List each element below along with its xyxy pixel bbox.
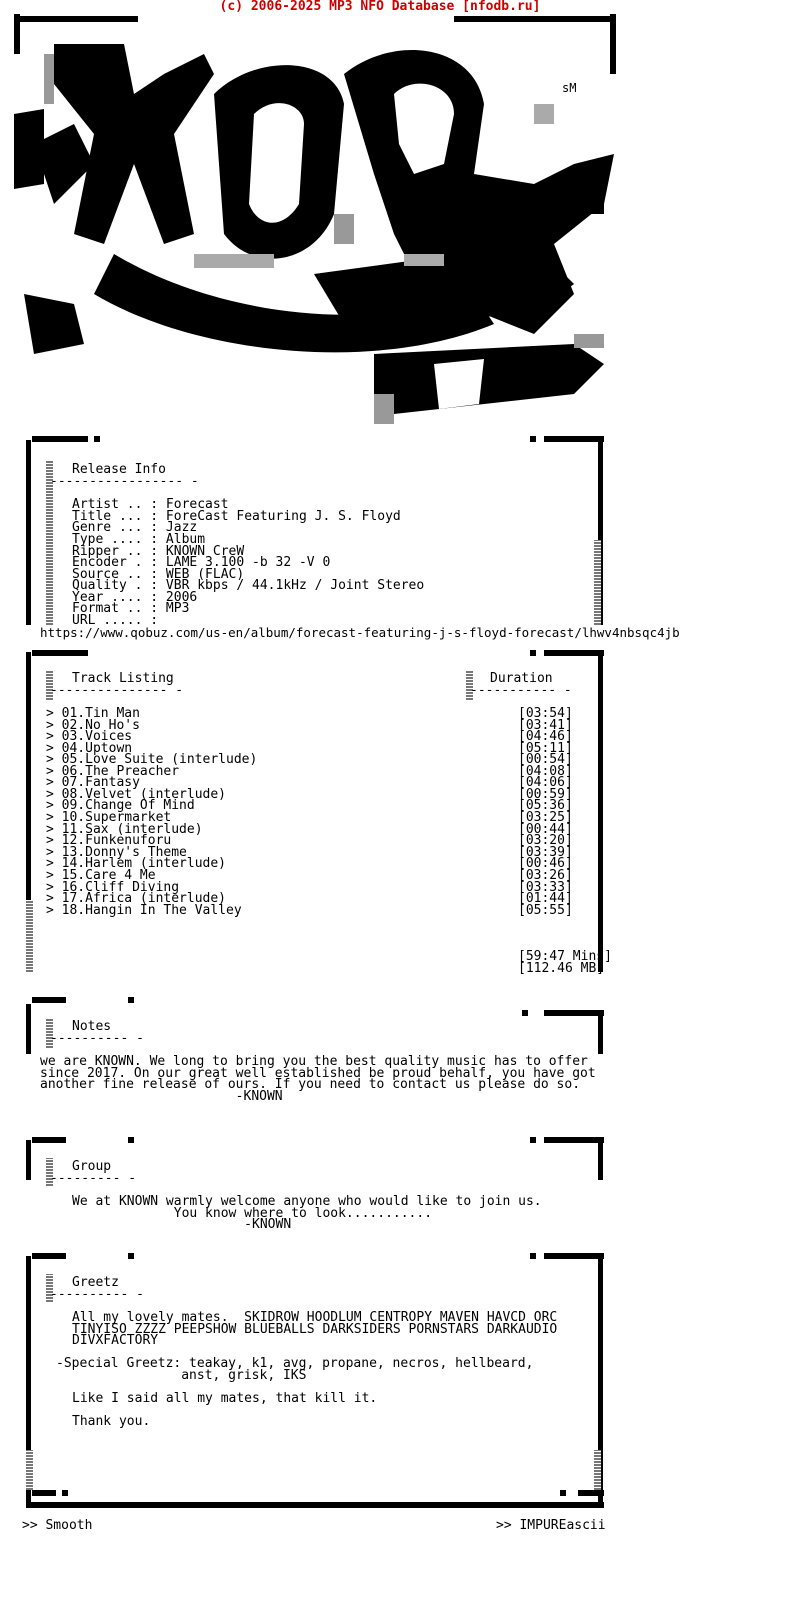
track-row: > 09.Change Of Mind bbox=[46, 798, 195, 813]
frame-left bbox=[26, 1140, 31, 1180]
total-size: [112.46 MB] bbox=[518, 961, 605, 976]
frame-right bbox=[598, 652, 603, 972]
track-row: > 16.Cliff Diving bbox=[46, 880, 180, 895]
track-listing-title: Track Listing bbox=[72, 671, 174, 686]
ascii-logo bbox=[14, 14, 624, 438]
shade-bar bbox=[594, 540, 601, 625]
logo-art bbox=[14, 14, 624, 434]
field-label: Quality . : bbox=[72, 578, 159, 593]
track-duration: [05:11] bbox=[518, 741, 573, 756]
track-row: > 17.Africa (interlude) bbox=[46, 891, 227, 906]
frame-bar bbox=[560, 1490, 566, 1496]
release-url-link[interactable]: https://www.qobuz.com/us-en/album/forecast-featuring-j-s-floyd-forecast/lhwv4nbsqc4jb bbox=[40, 625, 680, 640]
field-label: Artist .. : bbox=[72, 497, 159, 512]
field-value: Jazz bbox=[165, 520, 198, 535]
notes-line: another fine release of ours. If you need to contact us please do so. bbox=[40, 1077, 581, 1092]
frame-bar bbox=[530, 1253, 536, 1259]
duration-underline: ----------- - bbox=[470, 683, 572, 698]
greetz-line: DIVXFACTORY bbox=[72, 1333, 159, 1348]
frame-bottom bbox=[26, 1502, 604, 1508]
frame-left bbox=[26, 440, 31, 625]
frame-bar bbox=[544, 1137, 604, 1143]
greetz-line: TINYISO ZZZZ PEEPSHOW BLUEBALLS DARKSIDERS PORNSTARS DARKAUDIO bbox=[72, 1322, 558, 1337]
shade-bar bbox=[594, 1450, 601, 1490]
duration-title: Duration bbox=[490, 671, 553, 686]
field-label: Genre ... : bbox=[72, 520, 159, 535]
frame-bar bbox=[544, 650, 604, 656]
field-label: Source .. : bbox=[72, 567, 159, 582]
release-info-underline: ----------------- - bbox=[50, 474, 199, 489]
track-duration: [03:26] bbox=[518, 868, 573, 883]
field-label: Type .... : bbox=[72, 532, 159, 547]
frame-bar bbox=[32, 1253, 66, 1259]
track-duration: [01:44] bbox=[518, 891, 573, 906]
footer-left: >> Smooth bbox=[22, 1518, 93, 1533]
frame-bar bbox=[530, 650, 536, 656]
frame-bar bbox=[530, 436, 536, 442]
track-duration: [05:55] bbox=[518, 903, 573, 918]
track-row: > 01.Tin Man bbox=[46, 706, 140, 721]
frame-bar bbox=[32, 1137, 66, 1143]
track-duration: [04:06] bbox=[518, 775, 573, 790]
track-listing-underline: --------------- - bbox=[50, 683, 184, 698]
shade-bar bbox=[26, 1450, 33, 1490]
footer-right: >> IMPUREascii bbox=[496, 1518, 606, 1533]
greetz-line: Like I said all my mates, that kill it. bbox=[72, 1391, 378, 1406]
field-label: Encoder . : bbox=[72, 555, 159, 570]
track-duration: [03:54] bbox=[518, 706, 573, 721]
track-duration: [03:39] bbox=[518, 845, 573, 860]
frame-bar bbox=[578, 1490, 604, 1496]
frame-bar bbox=[32, 436, 88, 442]
frame-bar bbox=[62, 1490, 68, 1496]
greetz-line: Thank you. bbox=[72, 1414, 151, 1429]
track-duration: [05:36] bbox=[518, 798, 573, 813]
field-value: 2006 bbox=[165, 590, 198, 605]
release-info-title: Release Info bbox=[72, 462, 166, 477]
frame-bar bbox=[522, 1010, 528, 1016]
frame-bar bbox=[544, 1010, 604, 1016]
notes-line: -KNOWN bbox=[40, 1089, 283, 1104]
frame-bar bbox=[32, 650, 88, 656]
track-row: > 05.Love Suite (interlude) bbox=[46, 752, 258, 767]
frame-bar bbox=[94, 436, 100, 442]
frame-bar bbox=[530, 1137, 536, 1143]
site-credit: (c) 2006-2025 MP3 NFO Database [nfodb.ru] bbox=[219, 0, 541, 14]
track-duration: [00:59] bbox=[518, 787, 573, 802]
track-row: > 15.Care 4 Me bbox=[46, 868, 156, 883]
notes-title: Notes bbox=[72, 1019, 112, 1034]
notes-line: we are KNOWN. We long to bring you the best quality music has to offer bbox=[40, 1054, 588, 1069]
track-row: > 03.Voices bbox=[46, 729, 133, 744]
field-label: Format .. : bbox=[72, 601, 159, 616]
field-value: Forecast bbox=[165, 497, 229, 512]
track-row: > 11.Sax (interlude) bbox=[46, 822, 203, 837]
group-title: Group bbox=[72, 1159, 112, 1174]
frame-bar bbox=[128, 1137, 134, 1143]
frame-right bbox=[598, 1140, 603, 1180]
greetz-underline: ---------- - bbox=[50, 1287, 144, 1302]
frame-bar bbox=[128, 1253, 134, 1259]
field-label: Title ... : bbox=[72, 509, 159, 524]
total-time: [59:47 Mins] bbox=[518, 949, 612, 964]
notes-line: since 2017. On our great well established be proud behalf, you have got bbox=[40, 1066, 596, 1081]
frame-right bbox=[598, 1010, 603, 1054]
track-duration: [00:46] bbox=[518, 856, 573, 871]
group-line: You know where to look........... bbox=[72, 1206, 433, 1221]
logo-tag: sM bbox=[562, 81, 577, 95]
frame-bar bbox=[32, 997, 66, 1003]
field-label: Year .... : bbox=[72, 590, 159, 605]
track-duration: [03:41] bbox=[518, 718, 573, 733]
track-duration: [00:54] bbox=[518, 752, 573, 767]
greetz-line: anst, grisk, IKS bbox=[56, 1368, 307, 1383]
field-value: KNOWN CreW bbox=[165, 544, 245, 559]
track-row: > 10.Supermarket bbox=[46, 810, 172, 825]
track-row: > 02.No Ho's bbox=[46, 718, 140, 733]
track-duration: [04:46] bbox=[518, 729, 573, 744]
track-row: > 13.Donny's Theme bbox=[46, 845, 187, 860]
field-value: VBR kbps / 44.1kHz / Joint Stereo bbox=[165, 578, 425, 593]
group-line: -KNOWN bbox=[72, 1217, 292, 1232]
frame-bar bbox=[544, 1253, 604, 1259]
track-row: > 04.Uptown bbox=[46, 741, 133, 756]
track-duration: [00:44] bbox=[518, 822, 573, 837]
field-value: LAME 3.100 -b 32 -V 0 bbox=[165, 555, 331, 570]
frame-bar bbox=[128, 997, 134, 1003]
field-value: MP3 bbox=[165, 601, 190, 616]
track-row: > 06.The Preacher bbox=[46, 764, 180, 779]
group-line: We at KNOWN warmly welcome anyone who would like to join us. bbox=[72, 1194, 542, 1209]
greetz-line: -Special Greetz: teakay, k1, avg, propane, necros, hellbeard, bbox=[56, 1356, 534, 1371]
track-row: > 08.Velvet (interlude) bbox=[46, 787, 227, 802]
frame-bar bbox=[32, 1490, 56, 1496]
track-row: > 12.Funkenuforu bbox=[46, 833, 172, 848]
field-label: URL ..... : bbox=[72, 613, 159, 628]
track-duration: [04:08] bbox=[518, 764, 573, 779]
track-duration: [03:33] bbox=[518, 880, 573, 895]
track-duration: [03:20] bbox=[518, 833, 573, 848]
field-value: Album bbox=[165, 532, 206, 547]
track-row: > 07.Fantasy bbox=[46, 775, 140, 790]
notes-underline: ---------- - bbox=[50, 1031, 144, 1046]
field-value: WEB (FLAC) bbox=[165, 567, 245, 582]
greetz-line: All my lovely mates. SKIDROW HOODLUM CENTROPY MAVEN HAVCD ORC bbox=[72, 1310, 558, 1325]
shade-bar bbox=[26, 900, 33, 972]
greetz-title: Greetz bbox=[72, 1275, 119, 1290]
field-label: Ripper .. : bbox=[72, 544, 159, 559]
frame-bar bbox=[544, 436, 604, 442]
frame-left bbox=[26, 1004, 31, 1054]
field-value: ForeCast Featuring J. S. Floyd bbox=[165, 509, 401, 524]
group-underline: --------- - bbox=[50, 1171, 137, 1186]
track-row: > 14.Harlem (interlude) bbox=[46, 856, 227, 871]
track-duration: [03:25] bbox=[518, 810, 573, 825]
track-row: > 18.Hangin In The Valley bbox=[46, 903, 242, 918]
